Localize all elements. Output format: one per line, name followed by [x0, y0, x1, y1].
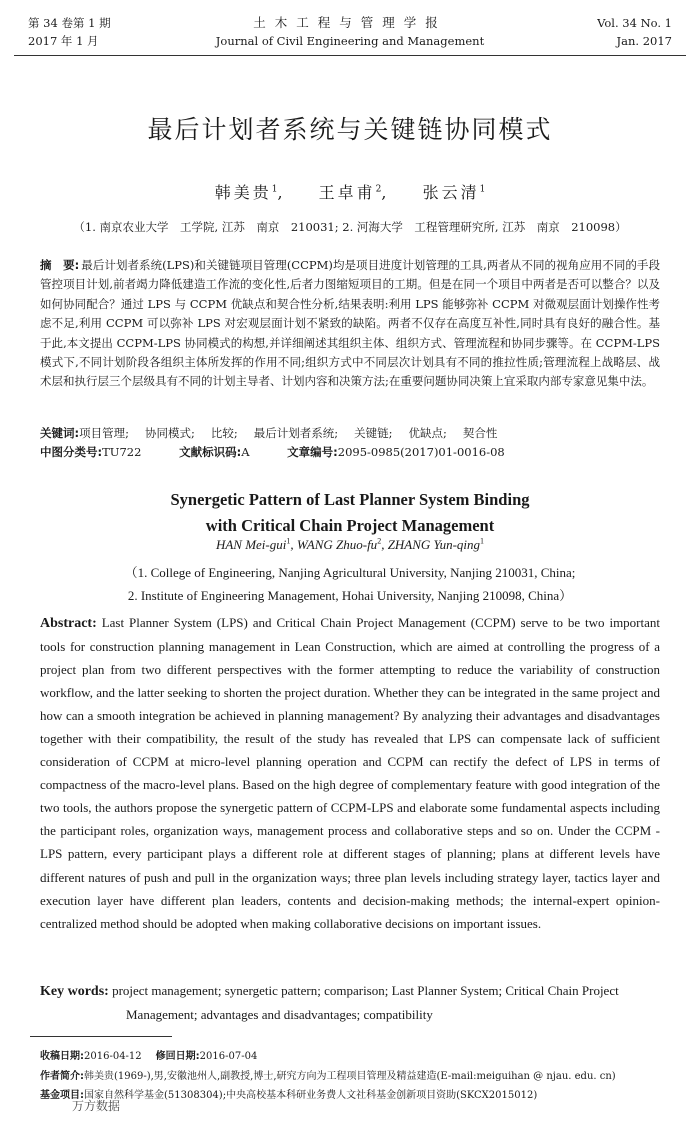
keywords-cn — [40, 424, 660, 442]
watermark: 万方数据 — [72, 1099, 121, 1113]
journal-name-cn: 土木工程与管理学报 — [253, 15, 447, 30]
header-right — [597, 14, 672, 50]
authors-cn — [0, 180, 700, 203]
affiliation-en-line: 2. Institute of Engineering Management, Hohai University, Nanjing 210098, China） — [127, 588, 573, 603]
footnote-fund: 基金项目:国家自然科学基金(51308304);中央高校基本科研业务费人文社科基金创新项目资助(SKCX2015012) — [40, 1090, 538, 1101]
keywords-en-label: Key words: — [40, 984, 109, 999]
abstract-en — [40, 611, 660, 935]
author-cn: 王卓甫$^2$, — [318, 183, 390, 202]
abstract-cn — [40, 256, 660, 392]
keyword-cn: 关键链; — [354, 426, 393, 440]
volume-cn: 第 34 卷第 1 期 — [28, 16, 111, 30]
fund-info: 国家自然科学基金(51308304);中央高校基本科研业务费人文社科基金创新项目资助(SKCX2015012) — [84, 1090, 538, 1101]
author-cn: 张云清$^1$ — [422, 183, 486, 202]
abstract-cn-label: 摘 要: — [40, 258, 80, 272]
article-number: 文章编号:2095-0985(2017)01-0016-08 — [287, 445, 505, 459]
revised-date: 2016-07-04 — [199, 1051, 258, 1062]
abstract-en-label: Abstract: — [40, 616, 97, 631]
date-cn: 2017 年 1 月 — [28, 34, 99, 48]
header-rule — [14, 55, 686, 56]
author-en: WANG Zhuo-$fu^2$, — [296, 537, 388, 553]
volume-en: Vol. 34 No. 1 — [597, 16, 672, 30]
title-en-line: with Critical Chain Project Management — [205, 516, 495, 535]
keywords-en — [40, 979, 660, 1026]
keyword-cn: 项目管理; — [79, 426, 129, 440]
author-cn: 韩美贵$^1$, — [214, 183, 286, 202]
clc-number: 中图分类号:TU722 — [40, 445, 142, 459]
keyword-cn: 最后计划者系统; — [253, 426, 339, 440]
header-center — [28, 14, 672, 50]
author-bio: 韩美贵(1969-),男,安徽池州人,副教授,博士,研究方向为工程项目管理及精益建造(E-mail:meiguihan @ njau. edu. cn) — [84, 1071, 616, 1082]
keyword-cn: 比较; — [210, 426, 238, 440]
affiliation-en — [0, 561, 700, 607]
affiliation-en-line: （1. College of Engineering, Nanjing Agricultural University, Nanjing 210031, China; — [124, 565, 576, 580]
date-en: Jan. 2017 — [616, 34, 672, 48]
classification-line — [40, 443, 660, 461]
keyword-cn: 优缺点; — [408, 426, 447, 440]
journal-name-en: Journal of Civil Engineering and Management — [215, 34, 485, 48]
title-en — [0, 487, 700, 539]
document-code: 文献标识码:A — [179, 445, 250, 459]
author-en: ZHANG Yun-qing$^1$ — [387, 537, 485, 553]
footnote-author: 作者简介:韩美贵(1969-),男,安徽池州人,副教授,博士,研究方向为工程项目管理及精益建造(E-mail:meiguihan @ njau. edu. cn) — [40, 1071, 616, 1082]
keywords-cn-label: 关键词: — [40, 426, 80, 440]
keywords-en-text: project management; synergetic pattern; comparison; Last Planner System; Critical Chain Project Management; advantages and disadvantages; compatibility — [112, 983, 619, 1022]
authors-en — [0, 537, 700, 553]
title-en-line: Synergetic Pattern of Last Planner System Binding — [170, 490, 530, 509]
footnote-rule — [30, 1036, 172, 1037]
received-date: 2016-04-12 — [84, 1051, 142, 1062]
running-header — [28, 14, 672, 54]
keyword-cn: 契合性 — [462, 426, 498, 440]
abstract-cn-text: 最后计划者系统(LPS)和关键链项目管理(CCPM)均是项目进度计划管理的工具,两者从不同的视角应用不同的手段管控项目计划,前者竭力降低建造工作流的变化性,后者力图缩短项目的工期。但是在同一个项目中两者是否可以整合？以及如何协同配合？通过 LPS 与 CCPM 优缺点和契合性分析,结果表明:利用 LPS 能够弥补 CCPM 对微观层面计划操作性考虑不足,利用 CCPM 可以弥补 LPS 对宏观层面计划不紧致的缺陷。两者不仅存在高度互补性,同时具有良好的融合性。基于此,本文提出 CCPM-LPS 协同模式的构想,并详细阐述其组织主体、组织方式、管理流程和协同步骤等。在 CCPM-LPS 模式下,不同计划阶段各组织主体所发挥的作用不同;组织方式中不同层次计划具有不同的推拉性质;管理流程上战略层、战术层和执行层三个层级具有不同的计划主导者、计划内容和决策方法;在重要问题协同决策上宜采取内部专家意见集中法。 — [40, 258, 660, 389]
keyword-cn: 协同模式; — [144, 426, 195, 440]
author-en: HAN Mei-gui$^1$, — [215, 537, 297, 553]
abstract-en-text: Last Planner System (LPS) and Critical Chain Project Management (CCPM) serve to be two important tools for construction planning management in Lean Construction, which are aimed at controlling the progress of a project plan from two different perspectives with the former attempting to reduce the variability of construction workflow, and the latter seeking to shorten the project duration. Whether they can be integrated in the same project and how can a smooth integration be achieved in planning management? By analyzing their advantages and disadvantages together with their compatibility, the result of the study has revealed that LPS can compensate lack of sufficient consideration of CCPM at micro-level planning operation and CCPM can rectify the defect of LPS in terms of compactness of the macro-level plans. Based on the high degree of complementary feature with good integration of the two tools, the authors propose the synergetic pattern of CCPM-LPS and elaborate some fundamental aspects including the participant roles, organization ways, management process and collaborative steps and so on. Under the CCPM - LPS pattern, every participant plays a different role at different stages of planning; plans at different levels have different natures of push and pull in the organization ways; three plan levels including strategy layer, tactics layer and execution layer have different plan leaders, contents and decision-making methods; the internal-expert opinion-centralized method should be adopted when making collaborative decisions on important issues. — [40, 615, 661, 931]
footnote-dates: 收稿日期:2016-04-12 修回日期:2016-07-04 — [40, 1051, 258, 1062]
affiliation-cn: （1. 南京农业大学 工学院, 江苏 南京 210031; 2. 河海大学 工程管理研究所, 江苏 南京 210098） — [73, 220, 627, 234]
title-cn: 最后计划者系统与关键链协同模式 — [147, 115, 553, 144]
